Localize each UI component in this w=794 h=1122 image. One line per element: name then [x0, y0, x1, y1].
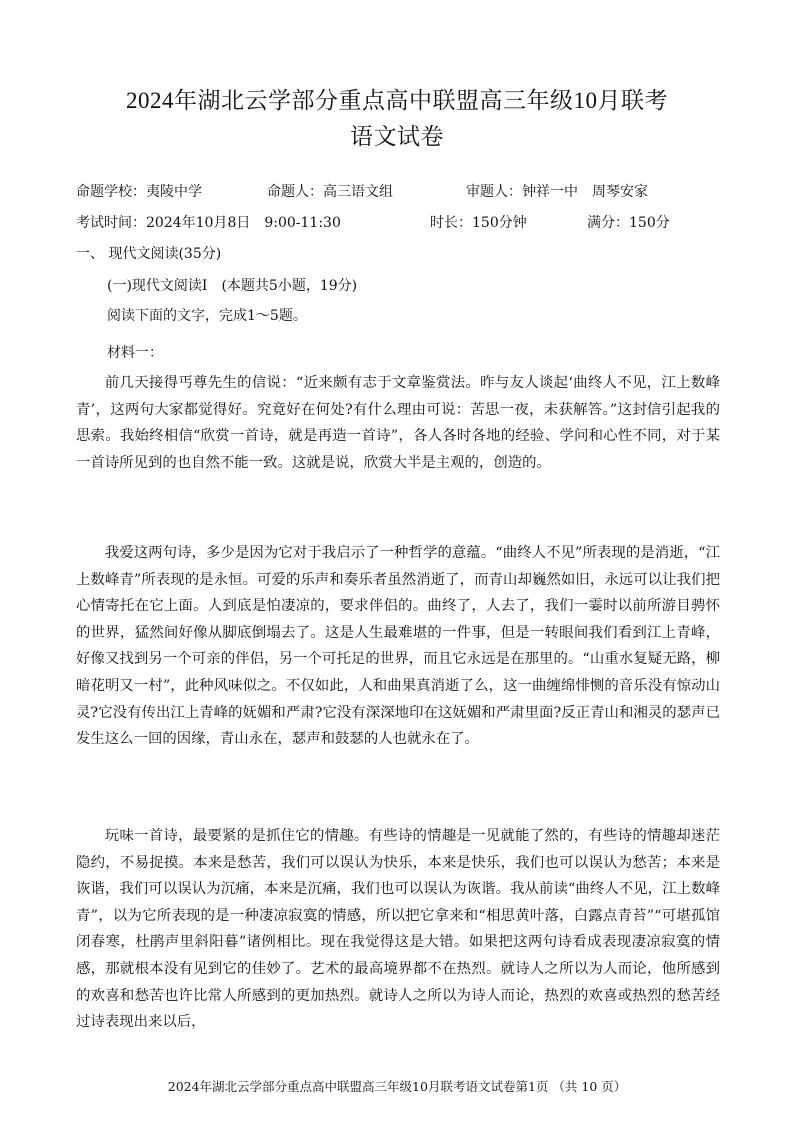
exam-time: 考试时间：2024年10月8日 9:00-11:30	[76, 215, 341, 231]
exam-author: 命题人：高三语文组	[267, 184, 393, 200]
page-footer: 2024年湖北云学部分重点高中联盟高三年级10月联考语文试卷第1页 （共 10 页）	[167, 1079, 627, 1094]
paragraph-1: 前几天接得丐尊先生的信说：“近来颇有志于文章鉴赏法。昨与友人谈起‘曲终人不见，江上数峰青’，这两句大家都觉得好。究竟好在何处?有什么理由可说：苦思一夜，未获解答。”这封信引起我的思索。我始终相信“欣赏一首诗，就是再造一首诗”，各人各时各地的经验、学问和心性不同，对于某一首诗所见到的也自然不能一致。这就是说，欣赏大半是主观的，创造的。	[76, 375, 720, 471]
paragraph-3: 玩味一首诗，最要紧的是抓住它的情趣。有些诗的情趣是一见就能了然的，有些诗的情趣却迷茫隐约，不易捉摸。本来是愁苦，我们可以误认为快乐，本来是快乐，我们也可以误认为愁苦；本来是诙谐，我们可以误认为沉痛，本来是沉痛，我们也可以误认为诙谐。我从前读“曲终人不见，江上数峰青”，以为它所表现的是一种凄凉寂寞的情感，所以把它拿来和“相思黄叶落，白露点青苔”“可堪孤馆闭春寒，杜鹃声里斜阳暮”诸例相比。现在我觉得这是大错。如果把这两句诗看成表现凄凉寂寞的情感，那就根本没有见到它的佳妙了。艺术的最高境界都不在热烈。就诗人之所以为人而论，他所感到的欢喜和愁苦也许比常人所感到的更加热烈。就诗人之所以为诗人而论，热烈的欢喜或热烈的愁苦经过诗表现出来以后，	[76, 828, 720, 1031]
exam-school: 命题学校：夷陵中学	[76, 184, 202, 200]
paragraph-2: 我爱这两句诗，多少是因为它对于我启示了一种哲学的意蕴。“曲终人不见”所表现的是消逝，“江上数峰青”所表现的是永恒。可爱的乐声和奏乐者虽然消逝了，而青山却巍然如旧，永远可以让我们把心情寄托在它上面。人到底是怕凄凉的，要求伴侣的。曲终了，人去了，我们一霎时以前所游目骋怀的世界，猛然间好像从脚底倒塌去了。这是人生最难堪的一件事，但是一转眼间我们看到江上青峰，好像又找到另一个可亲的伴侣，另一个可托足的世界，而且它永远是在那里的。“山重水复疑无路，柳暗花明又一村”，此种风味似之。不仅如此，人和曲果真消逝了么，这一曲缠绵悱恻的音乐没有惊动山灵?它没有传出江上青峰的妩媚和严肃?它没有深深地印在这妩媚和严肃里面?反正青山和湘灵的瑟声已发生这么一回的因缘，青山永在，瑟声和鼓瑟的人也就永在了。	[76, 545, 720, 748]
exam-reviewer: 审题人：钟祥一中 周琴安家	[466, 184, 648, 200]
sub-section-heading: (一)现代文阅读I (本题共5小题，19分)	[107, 278, 358, 294]
reading-instruction: 阅读下面的文字，完成1～5题。	[107, 308, 307, 324]
exam-duration: 时长：150分钟	[430, 215, 527, 231]
exam-title: 2024年湖北云学部分重点高中联盟高三年级10月联考	[126, 88, 668, 113]
exam-score: 满分：150分	[587, 215, 670, 231]
material-label: 材料一：	[107, 345, 163, 361]
section-heading: 一、 现代文阅读(35分)	[76, 246, 222, 262]
exam-subtitle: 语文试卷	[350, 124, 444, 149]
